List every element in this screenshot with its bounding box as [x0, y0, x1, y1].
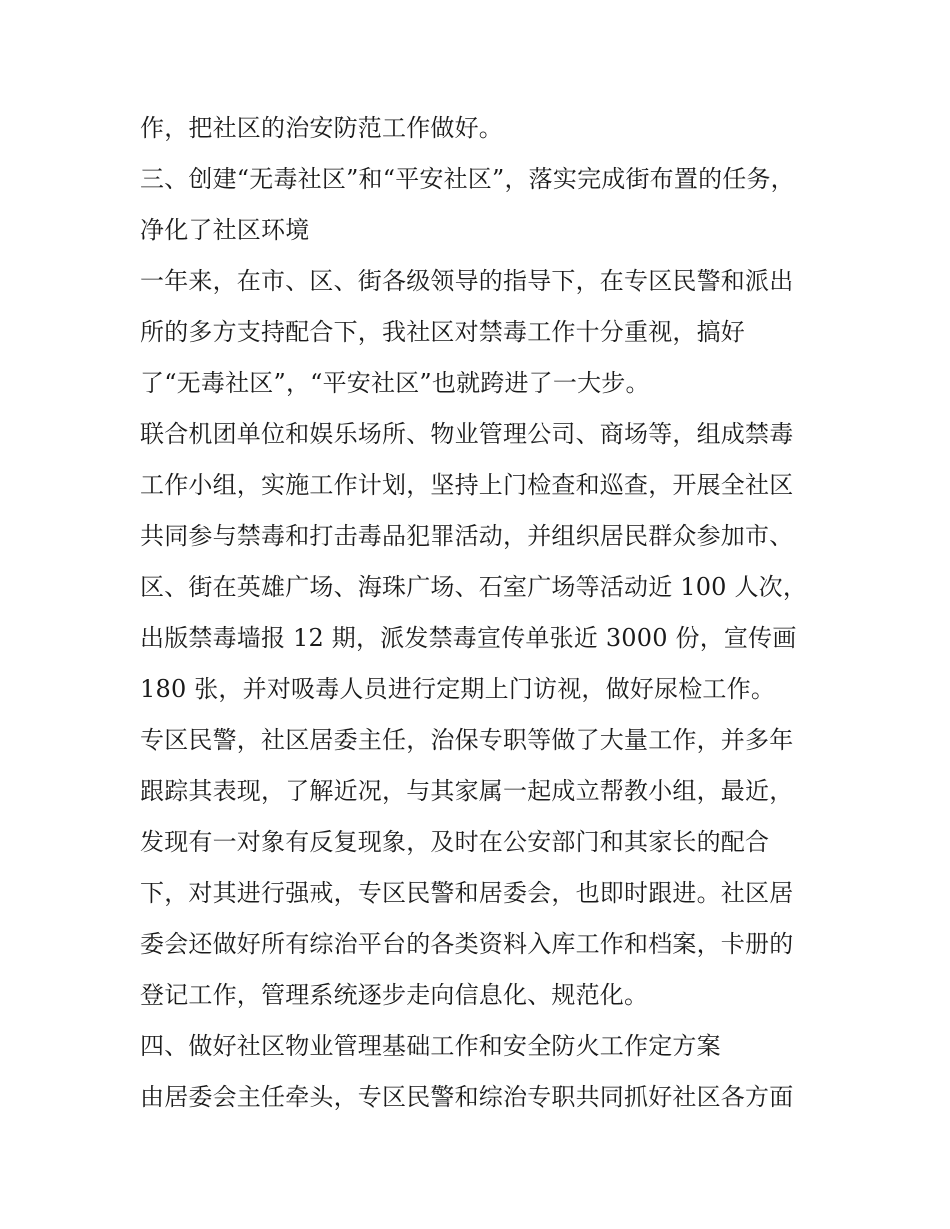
- text-line: 区、街在英雄广场、海珠广场、石室广场等活动近 100 人次，: [140, 573, 808, 601]
- text-line: 了“无毒社区”，“平安社区”也就跨进了一大步。: [140, 369, 650, 397]
- text-line: 登记工作，管理系统逐步走向信息化、规范化。: [140, 981, 649, 1009]
- text-line: 跟踪其表现，了解近况，与其家属一起成立帮教小组，最近，: [140, 777, 794, 805]
- text-line: 工作小组，实施工作计划，坚持上门检查和巡查，开展全社区: [140, 471, 794, 499]
- text-line: 联合机团单位和娱乐场所、物业管理公司、商场等，组成禁毒: [140, 420, 794, 448]
- text-line: 专区民警，社区居委主任，治保专职等做了大量工作，并多年: [140, 726, 794, 754]
- section-heading-4: 四、做好社区物业管理基础工作和安全防火工作定方案: [140, 1032, 721, 1060]
- text-line: 共同参与禁毒和打击毒品犯罪活动，并组织居民群众参加市、: [140, 522, 794, 550]
- section-heading-3: 三、创建“无毒社区”和“平安社区”，落实完成街布置的任务，: [140, 165, 795, 193]
- text-line: 发现有一对象有反复现象，及时在公安部门和其家长的配合: [140, 828, 770, 856]
- text-line: 一年来，在市、区、街各级领导的指导下，在专区民警和派出: [140, 267, 794, 295]
- text-line: 所的多方支持配合下，我社区对禁毒工作十分重视，搞好: [140, 318, 745, 346]
- text-line: 180 张，并对吸毒人员进行定期上门访视，做好尿检工作。: [140, 675, 776, 703]
- text-line: 委会还做好所有综治平台的各类资料入库工作和档案，卡册的: [140, 930, 794, 958]
- text-line: 由居委会主任牵头，专区民警和综治专职共同抓好社区各方面: [140, 1083, 794, 1111]
- text-line: 作，把社区的治安防范工作做好。: [140, 114, 503, 142]
- text-line: 出版禁毒墙报 12 期，派发禁毒宣传单张近 3000 份，宣传画: [140, 624, 797, 652]
- text-line: 下，对其进行强戒，专区民警和居委会，也即时跟进。社区居: [140, 879, 794, 907]
- body-text: [140, 103, 840, 1123]
- section-heading-3-continued: 净化了社区环境: [140, 216, 310, 244]
